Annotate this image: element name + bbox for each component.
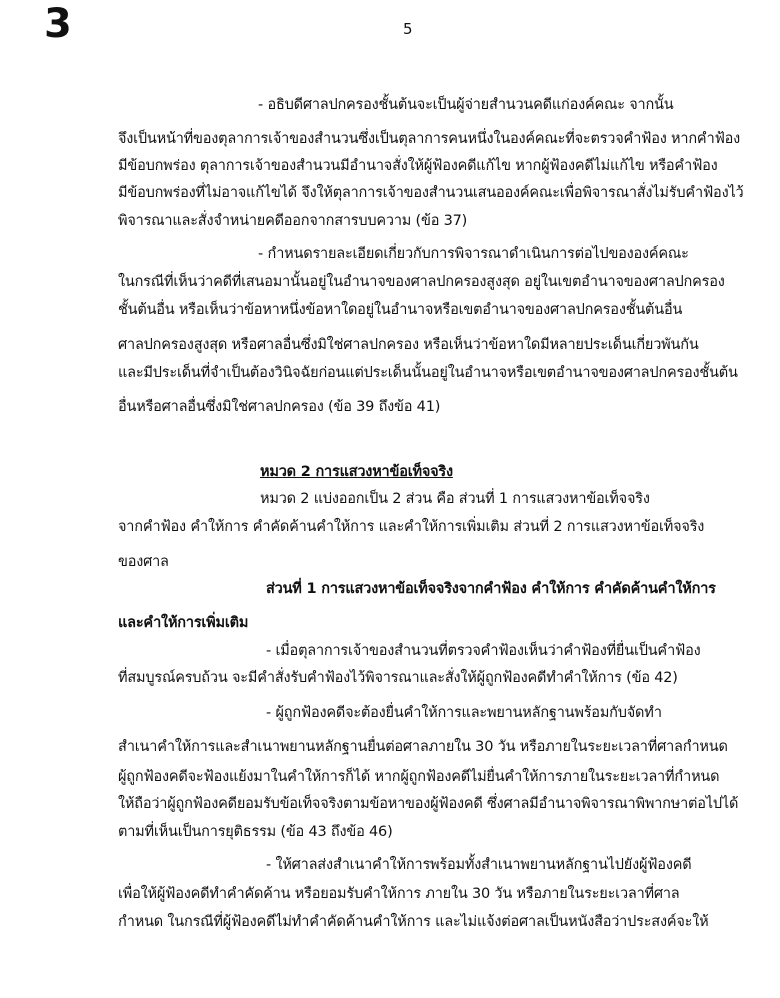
subsection-heading: และคำให้การเพิ่มเติม: [118, 615, 249, 631]
paragraph-line: ชั้นต้นอื่น หรือเห็นว่าข้อหาหนึ่งข้อหาใดอยู่ในอำนาจหรือเขตอำนาจของศาลปกครองชั้นต้นอื่น: [118, 302, 683, 318]
paragraph-line: ในกรณีที่เห็นว่าคดีที่เสนอมานั้นอยู่ในอำนาจของศาลปกครองสูงสุด อยู่ในเขตอำนาจของศาลปกครอง: [118, 274, 725, 290]
paragraph-line: จึงเป็นหน้าที่ของตุลาการเจ้าของสำนวนซึ่งเป็นตุลาการคนหนึ่งในองค์คณะที่จะตรวจคำฟ้อง หากคำฟ้อง: [118, 131, 741, 147]
subsection-heading: ส่วนที่ 1 การแสวงหาข้อเท็จจริงจากคำฟ้อง คำให้การ คำคัดค้านคำให้การ: [266, 581, 716, 597]
paragraph-line: ศาลปกครองสูงสุด หรือศาลอื่นซึ่งมิใช่ศาลปกครอง หรือเห็นว่าข้อหาใดมีหลายประเด็นเกี่ยวพันกัน: [118, 337, 699, 353]
paragraph-line: ของศาล: [118, 554, 169, 570]
paragraph-line: - เมื่อตุลาการเจ้าของสำนวนที่ตรวจคำฟ้องเห็นว่าคำฟ้องที่ยื่นเป็นคำฟ้อง: [266, 643, 701, 659]
paragraph-line: ผู้ถูกฟ้องคดีจะฟ้องแย้งมาในคำให้การก็ได้ หากผู้ถูกฟ้องคดีไม่ยื่นคำให้การภายในระยะเวลาที่กำหนด: [118, 769, 720, 785]
paragraph-line: กำหนด ในกรณีที่ผู้ฟ้องคดีไม่ทำคำคัดค้านคำให้การ และไม่แจ้งต่อศาลเป็นหนังสือว่าประสงค์จะให้: [118, 914, 709, 930]
paragraph-line: จากคำฟ้อง คำให้การ คำคัดค้านคำให้การ และคำให้การเพิ่มเติม ส่วนที่ 2 การแสวงหาข้อเท็จจริง: [118, 519, 705, 535]
paragraph-line: อื่นหรือศาลอื่นซึ่งมิใช่ศาลปกครอง (ข้อ 39 ถึงข้อ 41): [118, 399, 441, 415]
page-number: 5: [403, 20, 413, 38]
paragraph-line: ตามที่เห็นเป็นการยุติธรรม (ข้อ 43 ถึงข้อ 46): [118, 824, 393, 840]
paragraph-line: ให้ถือว่าผู้ถูกฟ้องคดียอมรับข้อเท็จจริงตามข้อหาของผู้ฟ้องคดี ซึ่งศาลมีอำนาจพิจารณาพิพากษาต่อไปได้: [118, 796, 739, 812]
paragraph-line: เพื่อให้ผู้ฟ้องคดีทำคำคัดค้าน หรือยอมรับคำให้การ ภายใน 30 วัน หรือภายในระยะเวลาที่ศาล: [118, 886, 680, 902]
paragraph-line: ที่สมบูรณ์ครบถ้วน จะมีคำสั่งรับคำฟ้องไว้พิจารณาและสั่งให้ผู้ถูกฟ้องคดีทำคำให้การ (ข้อ 42): [118, 670, 678, 686]
paragraph-line: และมีประเด็นที่จำเป็นต้องวินิจฉัยก่อนแต่ประเด็นนั้นอยู่ในอำนาจหรือเขตอำนาจของศาลปกครองชั้นต้น: [118, 365, 738, 381]
section-heading: หมวด 2 การแสวงหาข้อเท็จจริง: [260, 464, 453, 480]
handwritten-page-mark: 3: [44, 1, 72, 47]
paragraph-line: - อธิบดีศาลปกครองชั้นต้นจะเป็นผู้จ่ายสำนวนคดีแก่องค์คณะ จากนั้น: [258, 97, 674, 113]
paragraph-line: หมวด 2 แบ่งออกเป็น 2 ส่วน คือ ส่วนที่ 1 การแสวงหาข้อเท็จจริง: [260, 491, 650, 507]
paragraph-line: มีข้อบกพร่องที่ไม่อาจแก้ไขได้ จึงให้ตุลาการเจ้าของสำนวนเสนอองค์คณะเพื่อพิจารณาสั่งไม่รับคำฟ้องไว้: [118, 185, 744, 201]
paragraph-line: สำเนาคำให้การและสำเนาพยานหลักฐานยื่นต่อศาลภายใน 30 วัน หรือภายในระยะเวลาที่ศาลกำหนด: [118, 739, 728, 755]
paragraph-line: - ให้ศาลส่งสำเนาคำให้การพร้อมทั้งสำเนาพยานหลักฐานไปยังผู้ฟ้องคดี: [266, 857, 692, 873]
paragraph-line: มีข้อบกพร่อง ตุลาการเจ้าของสำนวนมีอำนาจสั่งให้ผู้ฟ้องคดีแก้ไข หากผู้ฟ้องคดีไม่แก้ไข หรือคำฟ้อง: [118, 158, 718, 174]
paragraph-line: พิจารณาและสั่งจำหน่ายคดีออกจากสารบบความ (ข้อ 37): [118, 213, 468, 229]
paragraph-line: - ผู้ถูกฟ้องคดีจะต้องยื่นคำให้การและพยานหลักฐานพร้อมกับจัดทำ: [266, 705, 662, 721]
paragraph-line: - กำหนดรายละเอียดเกี่ยวกับการพิจารณาดำเนินการต่อไปขององค์คณะ: [258, 246, 689, 262]
